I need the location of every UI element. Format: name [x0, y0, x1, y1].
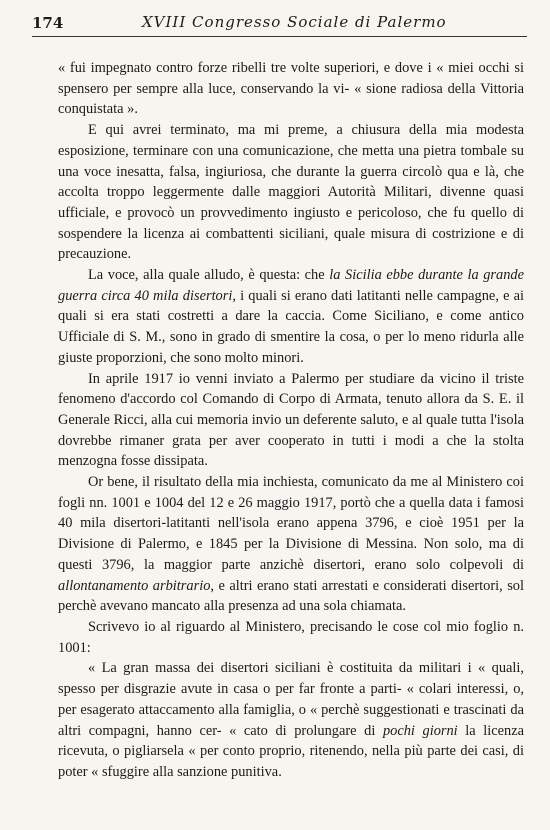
paragraph — [58, 369, 524, 473]
page-header — [32, 12, 527, 37]
text-run: Or bene, il risultato della mia inchiesta, comunicato da me al Ministero coi fogli nn. 1001 e 1004 del 12 e 26 maggio 1917, portò che a quella data i famosi 40 mila disertori-latitanti nell'isola erano appena 3796, e cioè 1951 per la Divisione di Palermo, e 1845 per la Divisione di Messina. Non solo, ma di questi 3796, la maggior parte anzichè disertori, erano solo colpevoli di — [58, 474, 524, 573]
paragraph — [58, 58, 524, 120]
text-run: la licenza ricevuta, o pigliarsela « per conto proprio, ritenendo, nella più parte dei casi, di poter « sfuggire alla sanzione punitiva. — [58, 722, 524, 780]
body-text — [58, 58, 524, 783]
text-run: In aprile 1917 io venni inviato a Palermo per studiare da vicino il triste fenomeno d'accordo col Comando di Corpo di Armata, tenuto allora da S. E. il Generale Ricci, alla cui memoria invio un deferente saluto, e al quale tutta l'isola dovrebbe rimaner grata per aver cooperato in tutti i modi a che la stolta menzogna fosse dissipata. — [58, 370, 524, 470]
text-run: « fui impegnato contro forze ribelli tre volte superiori, e dove i « miei occhi si spensero per sempre alla luce, conservando la vi- « sione radiosa della Vittoria conquistata ». — [58, 60, 524, 118]
text-run: E qui avrei terminato, ma mi preme, a chiusura della mia modesta esposizione, terminare con una comunicazione, che metta una pietra tombale su una voce inesatta, falsa, ingiuriosa, che durante la guerra circolò qua e là, che accolta troppo leggermente dalle maggiori Autorità Militari, divenne quasi ufficiale, e provocò un provvedimento ingiusto e pericoloso, che fu quello di sospendere la licenza ai combattenti siciliani, quale misura di costrizione e di precauzione. — [58, 122, 524, 263]
text-run: « La gran massa dei disertori siciliani è costituita da militari i « quali, spesso per disgrazie avute in casa o per far fronte a parti- « colari interessi, o, per esagerato attaccamento alla famiglia, o « perchè suggestionati e trascinati da altri compagni, hanno cer- « cato di prolungare di — [58, 660, 524, 739]
italic-phrase: pochi giorni — [382, 722, 458, 739]
paragraph — [58, 617, 524, 658]
italic-phrase: la Sicilia ebbe durante la grande guerra circa 40 mila disertori — [58, 267, 524, 304]
italic-phrase: allontanamento arbitrario — [58, 577, 211, 594]
paragraph — [58, 265, 524, 369]
paragraph — [58, 658, 524, 782]
text-run: , i quali si erano dati latitanti nelle campagne, e ai quali si era stati costretti a dare la caccia. Come Siciliano, e come antico Ufficiale di S. M., sono in grado di smentire la cosa, o per lo meno ridurla alle giuste proporzioni, che sono molto minori. — [58, 287, 524, 366]
page-number: 174 — [32, 14, 64, 32]
text-run: La voce, alla quale alludo, è questa: che — [88, 267, 330, 284]
text-run: , e altri erano stati arrestati e considerati disertori, sol perchè avevano mancato alla presenza ad una sola chiamata. — [58, 577, 524, 615]
paragraph — [58, 472, 524, 617]
paragraph — [58, 120, 524, 265]
running-title: XVIII Congresso Sociale di Palermo — [142, 13, 447, 31]
text-run: Scrivevo io al riguardo al Ministero, precisando le cose col mio foglio n. 1001: — [58, 618, 524, 656]
